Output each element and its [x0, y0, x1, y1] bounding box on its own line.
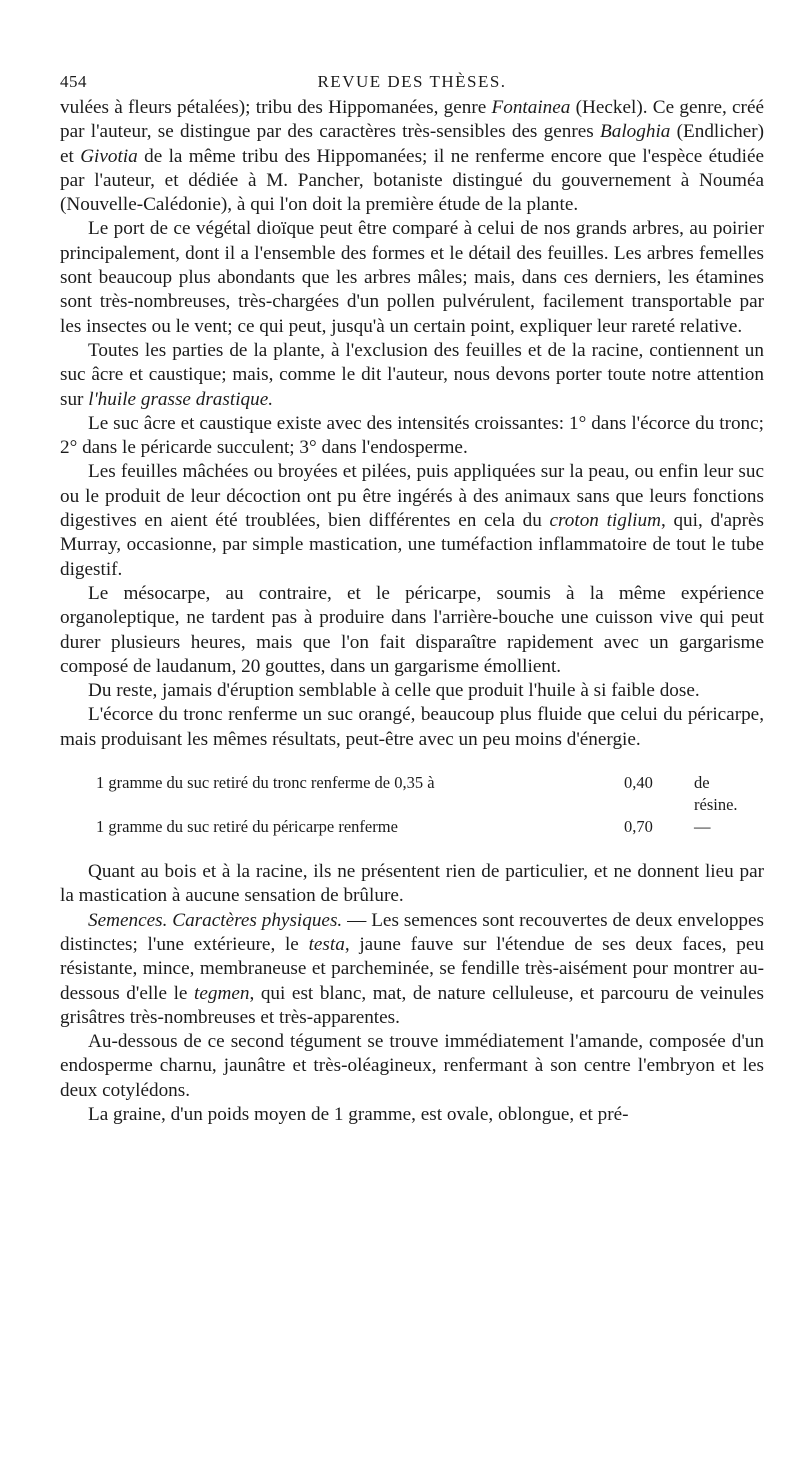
paragraph-leaves: [60, 460, 764, 581]
paragraph-almond: Au-dessous de ce second tégument se trouve immédiatement l'amande, composée d'un endosperme charnu, jaunâtre et très-oléagineux, renfermant à son centre l'embryon et les deux cotylédons.: [60, 1031, 764, 1101]
table-row: [96, 816, 744, 838]
paragraph-wood: Quant au bois et à la racine, ils ne présentent rien de particulier, et ne donnent lieu par la mastication à aucune sensation de brûlure.: [60, 861, 764, 907]
italic-term: testa: [308, 933, 345, 955]
running-header: [60, 66, 764, 96]
italic-term: tegmen: [194, 982, 250, 1004]
text-run: — Les semences sont recouvertes de deux enveloppes distinctes; l'une extérieure, le: [60, 909, 764, 955]
text-run: , qui est blanc, mat, de nature celluleuse, et parcouru de veinules grisâtres très-nombreuses et très-apparentes.: [60, 982, 764, 1028]
paragraph-juice: [60, 339, 764, 412]
table-cell-text: 1 gramme du suc retiré du péricarpe renferme: [96, 817, 398, 837]
table-cell-text: 1 gramme du suc retiré du tronc renferme de 0,35 à: [96, 773, 435, 793]
paragraph-seeds: [60, 909, 764, 1030]
italic-term: Givotia: [80, 145, 138, 167]
paragraph-mesocarp: Le mésocarpe, au contraire, et le péricarpe, soumis à la même expérience organoleptique, ne tardent pas à produire dans l'arrière-bouche une cuisson vive qui peut durer plusieurs heures, mais que l'on fait disparaître rapidement avec un gargarisme composé de laudanum, 20 gouttes, dans un gargarisme émollient.: [60, 582, 764, 677]
italic-term: Fontainea: [491, 97, 571, 118]
paragraph-genus: [60, 96, 764, 217]
text-run: Toutes les parties de la plante, à l'exclusion des feuilles et de la racine, contiennent un suc âcre et caustique; mais, comme le dit l'auteur, nous devons porter toute notre attention sur: [60, 339, 764, 410]
page-number: 454: [60, 72, 87, 91]
table-row: [96, 772, 744, 816]
paragraph-intensities: Le suc âcre et caustique existe avec des intensités croissantes: 1° dans l'écorce du tronc; 2° dans le péricarde succulent; 3° dans l'endosperme.: [60, 412, 764, 459]
text-run: , jaune fauve sur l'étendue de ses deux faces, peu résistante, mince, membraneuse et parcheminée, se fendille très-aisément pour montrer au-dessous d'elle le: [60, 933, 765, 1004]
text-run: (Heckel). Ce genre, créé par l'auteur, se distingue par des caractères très-sensibles des genres: [60, 97, 764, 143]
italic-term: Baloghia: [600, 121, 671, 143]
paragraph-eruption: Du reste, jamais d'éruption semblable à celle que produit l'huile à si faible dose.: [88, 680, 700, 702]
page: [60, 66, 764, 1127]
table-cell-value: 0,40: [624, 773, 653, 793]
text-run: vulées à fleurs pétalées); tribu des Hippomanées, genre: [60, 97, 492, 118]
text-run: Les feuilles mâchées ou broyées et pilées, puis appliquées sur la peau, ou enfin leur suc ou le produit de leur décoction ont pu être ingérés à des animaux sans que leurs fonctions digestives en aient été troublées, bien différentes en cela du: [60, 461, 764, 532]
paragraph-habit: Le port de ce végétal dioïque peut être comparé à celui de nos grands arbres, au poirier principalement, dont il a l'ensemble des formes et le détail des feuilles. Les arbres femelles sont beaucoup plus abondants que les arbres mâles; mais, dans ces derniers, les étamines sont très-nombreuses, très-chargées d'un pollen pulvérulent, facilement transportable par les insectes ou le vent; ce qui peut, jusqu'à un certain point, expliquer leur rareté relative.: [60, 218, 764, 337]
running-title: REVUE DES THÈSES.: [317, 72, 507, 91]
text-run: (Endlicher) et: [60, 121, 765, 167]
table-cell-value: 0,70: [624, 817, 653, 837]
italic-heading: Semences. Caractères physiques.: [88, 909, 343, 931]
paragraph-grain: La graine, d'un poids moyen de 1 gramme, est ovale, oblongue, et pré-: [88, 1103, 629, 1125]
table-cell-unit: de résine.: [694, 773, 738, 815]
text-run: de la même tribu des Hippomanées; il ne renferme encore que l'espèce étudiée par l'auteur, et dédiée à M. Pancher, botaniste distingué du gouvernement à Nouméa (Nouvelle-Calédonie), à qui l'on doit la première étude de la plante.: [60, 145, 764, 216]
text-run: , qui, d'après Murray, occasionne, par simple mastication, une tuméfaction inflammatoire de tout le tube digestif.: [60, 510, 764, 580]
resin-table: [96, 772, 744, 838]
italic-term: l'huile grasse drastique.: [88, 388, 274, 410]
table-cell-unit: —: [694, 817, 711, 837]
italic-term: croton tiglium: [549, 510, 661, 532]
paragraph-bark: L'écorce du tronc renferme un suc orangé, beaucoup plus fluide que celui du péricarpe, mais produisant les mêmes résultats, peut-être avec un peu moins d'énergie.: [60, 704, 764, 750]
